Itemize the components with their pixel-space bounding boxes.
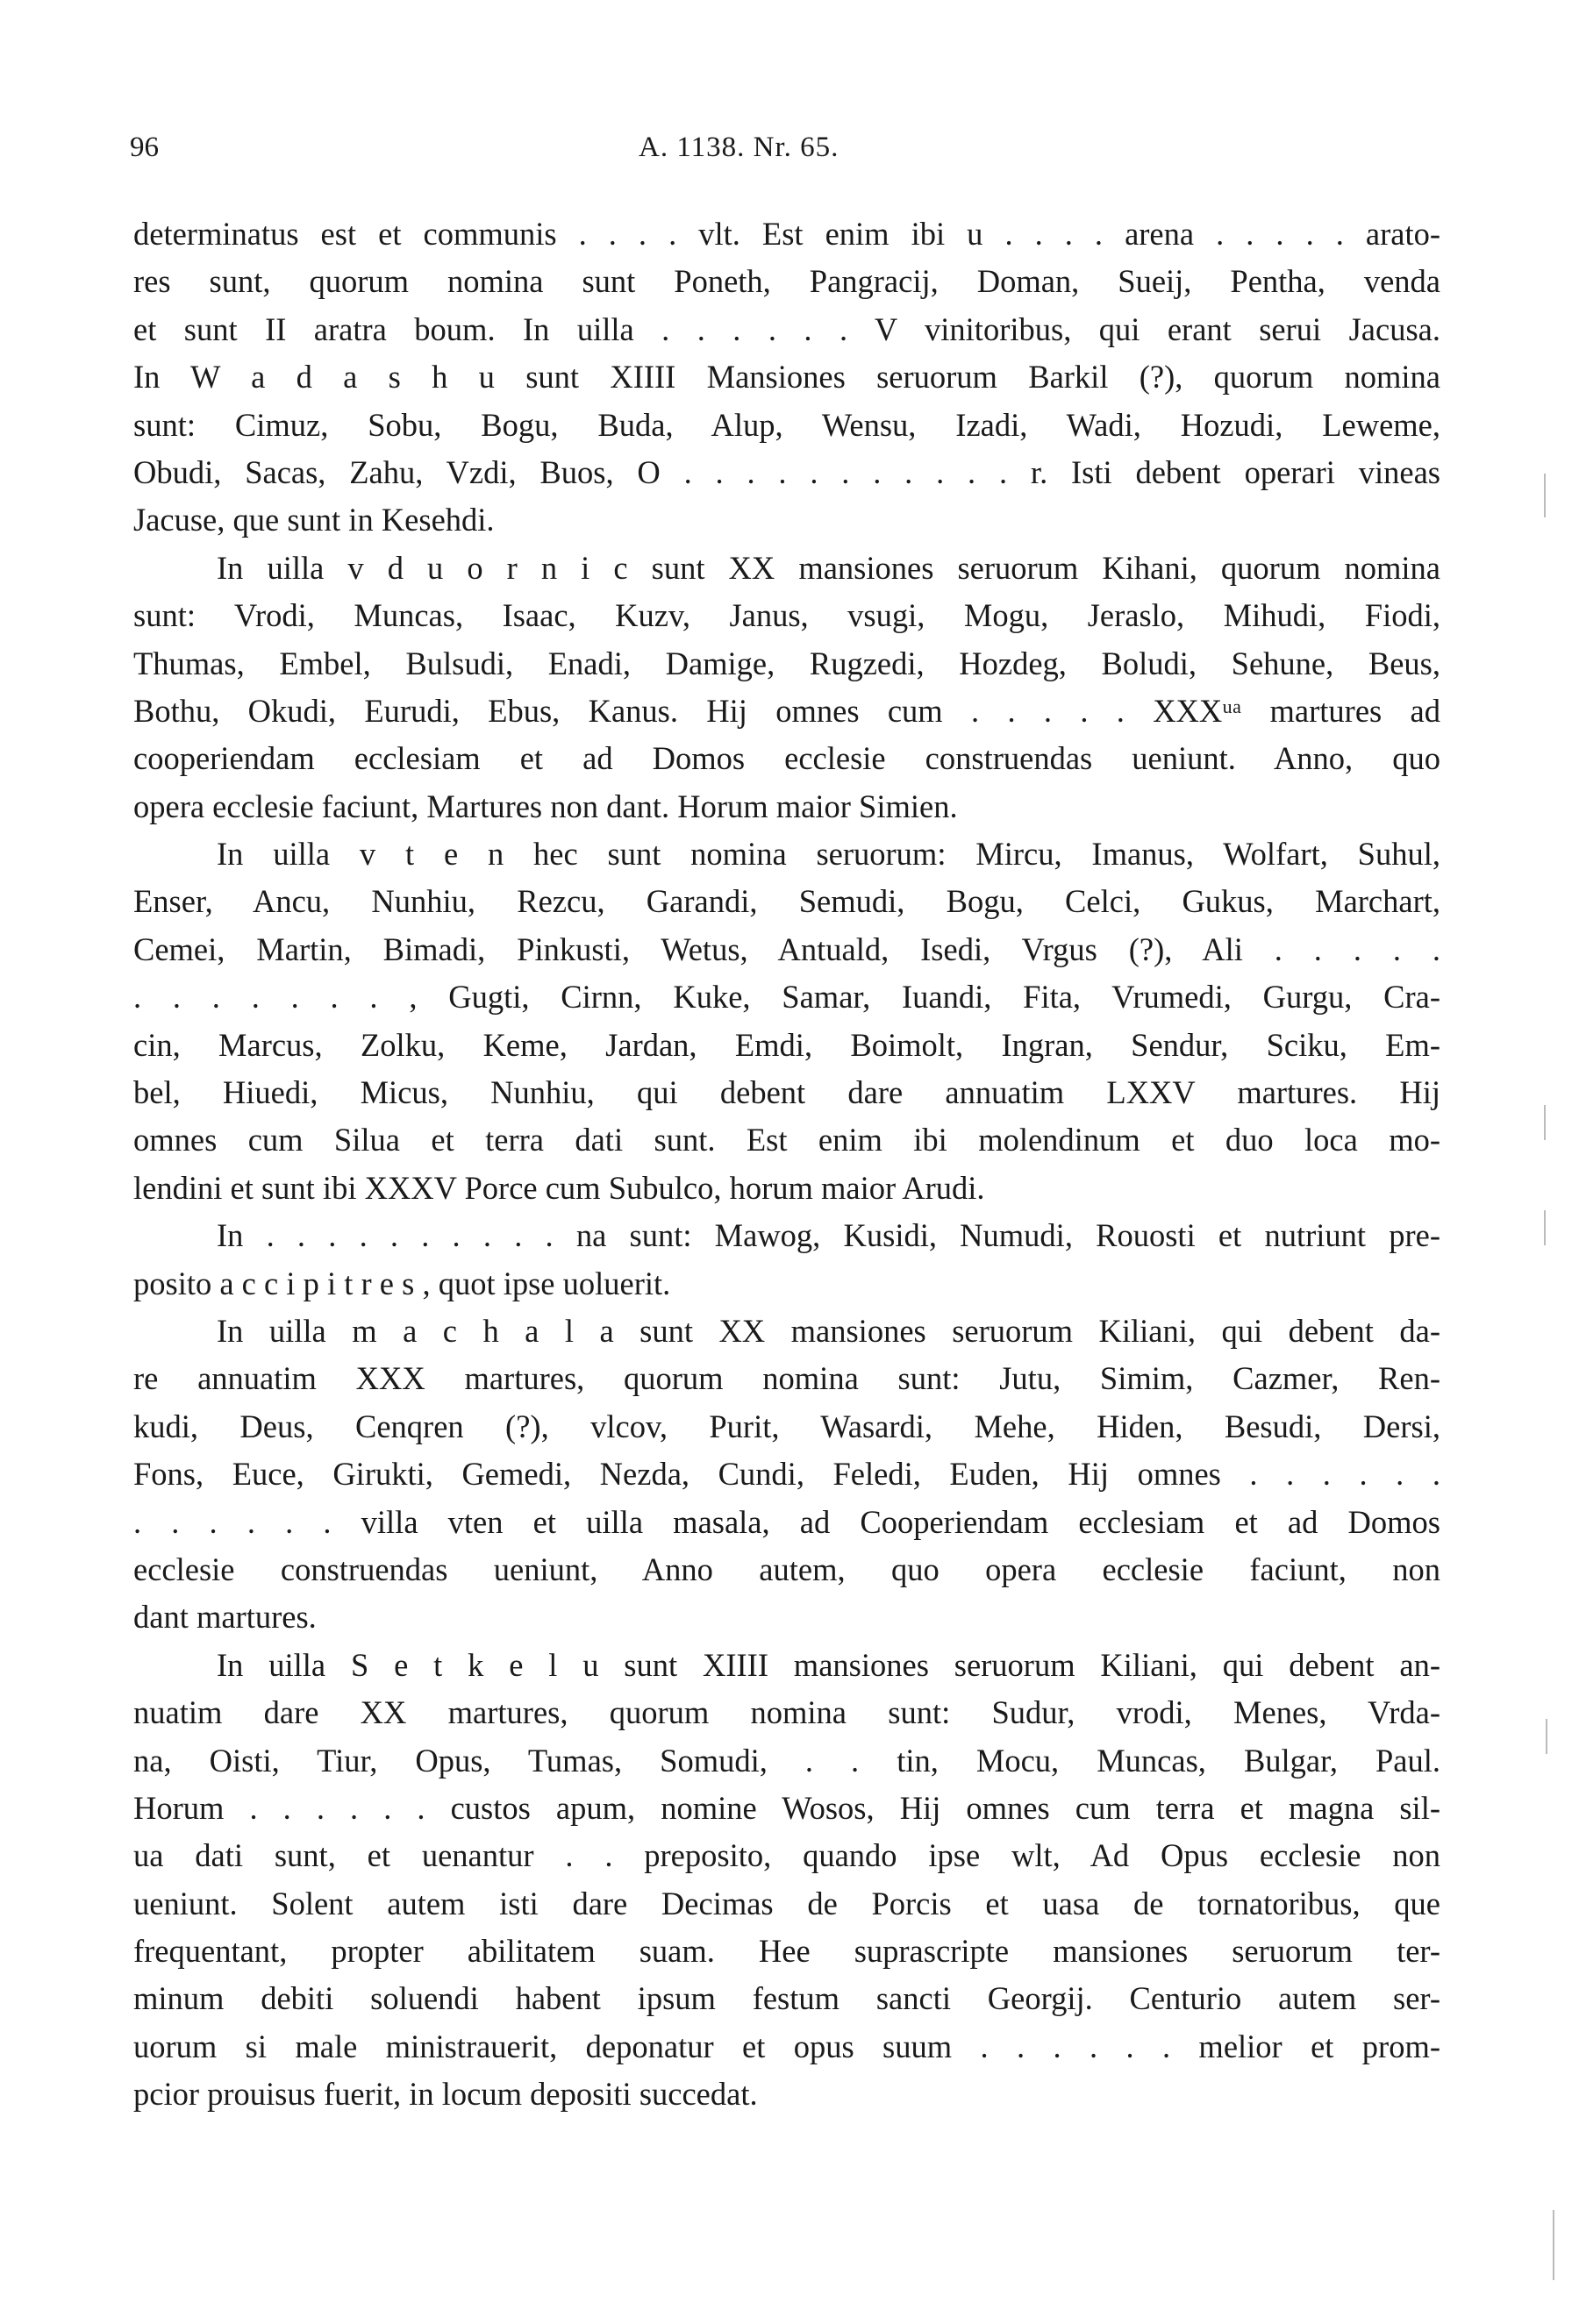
margin-mark: [1544, 1210, 1546, 1245]
text-line: . . . . . . villa vten et uilla masala, ad Cooperiendam ecclesiam et ad Domos: [133, 1503, 1440, 1540]
text-line: . . . . . . . , Gugti, Cirnn, Kuke, Samar, Iuandi, Fita, Vrumedi, Gurgu, Cra-: [133, 979, 1440, 1016]
text-line: kudi, Deus, Cenqren (?), vlcov, Purit, Wasardi, Mehe, Hiden, Besudi, Dersi,: [133, 1408, 1440, 1444]
margin-mark: [1553, 2210, 1554, 2280]
margin-mark: [1544, 474, 1546, 517]
text-line: cin, Marcus, Zolku, Keme, Jardan, Emdi, Boimolt, Ingran, Sendur, Sciku, Em-: [133, 1026, 1440, 1063]
text-line: Thumas, Embel, Bulsudi, Enadi, Damige, Rugzedi, Hozdeg, Boludi, Sehune, Beus,: [133, 645, 1440, 681]
text-line: ueniunt. Solent autem isti dare Decimas de Porcis et uasa de tornatoribus, que: [133, 1885, 1440, 1921]
page-header: [130, 132, 1446, 175]
text-line: Jacuse, que sunt in Kesehdi.: [133, 502, 495, 538]
text-line: Fons, Euce, Girukti, Gemedi, Nezda, Cundi, Feledi, Euden, Hij omnes . . . . . .: [133, 1456, 1440, 1493]
text-line: posito a c c i p i t r e s , quot ipse uoluerit.: [133, 1265, 671, 1301]
text-line: In W a d a s h u sunt XIIII Mansiones seruorum Barkil (?), quorum nomina: [133, 359, 1440, 396]
text-line: Obudi, Sacas, Zahu, Vzdi, Buos, O . . . . . . . . . . . r. Isti debent operari vineas: [133, 453, 1440, 490]
text-line: lendini et sunt ibi XXXV Porce cum Subulco, horum maior Arudi.: [133, 1169, 985, 1206]
text-line: re annuatim XXX martures, quorum nomina sunt: Jutu, Simim, Cazmer, Ren-: [133, 1360, 1440, 1397]
text-line: In uilla v d u o r n i c sunt XX mansiones seruorum Kihani, quorum nomina: [217, 549, 1440, 586]
text-line: frequentant, propter abilitatem suam. Hee suprascripte mansiones seruorum ter-: [133, 1933, 1440, 1970]
page-number: 96: [130, 132, 159, 163]
text-line: In . . . . . . . . . . na sunt: Mawog, Kusidi, Numudi, Rouosti et nutriunt pre-: [217, 1217, 1440, 1254]
text-line: In uilla m a c h a l a sunt XX mansiones seruorum Kiliani, qui debent da-: [217, 1312, 1440, 1349]
text-line: bel, Hiuedi, Micus, Nunhiu, qui debent dare annuatim LXXV martures. Hij: [133, 1074, 1440, 1111]
running-head: A. 1138. Nr. 65.: [639, 132, 840, 163]
text-line: In uilla S e t k e l u sunt XIIII mansiones seruorum Kiliani, qui debent an-: [217, 1646, 1440, 1683]
text-line: ua dati sunt, et uenantur . . preposito, quando ipse wlt, Ad Opus ecclesie non: [133, 1837, 1440, 1874]
text-line: Bothu, Okudi, Eurudi, Ebus, Kanus. Hij omnes cum . . . . . XXXᵘᵃ martures ad: [133, 692, 1440, 729]
text-line: nuatim dare XX martures, quorum nomina sunt: Sudur, vrodi, Menes, Vrda-: [133, 1694, 1440, 1731]
text-line: res sunt, quorum nomina sunt Poneth, Pangracij, Doman, Sueij, Pentha, venda: [133, 263, 1440, 300]
text-line: In uilla v t e n hec sunt nomina seruorum: Mircu, Imanus, Wolfart, Suhul,: [217, 836, 1440, 873]
text-line: determinatus est et communis . . . . vlt. Est enim ibi u . . . . arena . . . . . arato-: [133, 216, 1440, 252]
text-line: dant martures.: [133, 1599, 317, 1636]
text-line: Cemei, Martin, Bimadi, Pinkusti, Wetus, Antuald, Isedi, Vrgus (?), Ali . . . . .: [133, 930, 1440, 967]
text-line: Horum . . . . . . custos apum, nomine Wosos, Hij omnes cum terra et magna sil-: [133, 1789, 1440, 1826]
text-line: et sunt II aratra boum. In uilla . . . . . . V vinitoribus, qui erant serui Jacusa.: [133, 310, 1440, 347]
text-line: ecclesie construendas ueniunt, Anno autem, quo opera ecclesie faciunt, non: [133, 1551, 1440, 1587]
text-line: cooperiendam ecclesiam et ad Domos ecclesie construendas ueniunt. Anno, quo: [133, 740, 1440, 777]
text-line: Enser, Ancu, Nunhiu, Rezcu, Garandi, Semudi, Bogu, Celci, Gukus, Marchart,: [133, 883, 1440, 920]
text-line: opera ecclesie faciunt, Martures non dant. Horum maior Simien.: [133, 788, 958, 824]
text-line: na, Oisti, Tiur, Opus, Tumas, Somudi, . . tin, Mocu, Muncas, Bulgar, Paul.: [133, 1742, 1440, 1779]
margin-mark: [1544, 1105, 1546, 1140]
text-line: sunt: Vrodi, Muncas, Isaac, Kuzv, Janus, vsugi, Mogu, Jeraslo, Mihudi, Fiodi,: [133, 597, 1440, 634]
text-line: minum debiti soluendi habent ipsum festum sancti Georgij. Centurio autem ser-: [133, 1980, 1440, 2017]
text-line: uorum si male ministrauerit, deponatur et opus suum . . . . . . melior et prom-: [133, 2028, 1440, 2064]
margin-mark: [1546, 1719, 1547, 1754]
text-line: pcior prouisus fuerit, in locum depositi succedat.: [133, 2076, 758, 2113]
text-line: sunt: Cimuz, Sobu, Bogu, Buda, Alup, Wensu, Izadi, Wadi, Hozudi, Leweme,: [133, 406, 1440, 443]
body-text: [133, 210, 1440, 2119]
text-line: omnes cum Silua et terra dati sunt. Est enim ibi molendinum et duo loca mo-: [133, 1122, 1440, 1158]
